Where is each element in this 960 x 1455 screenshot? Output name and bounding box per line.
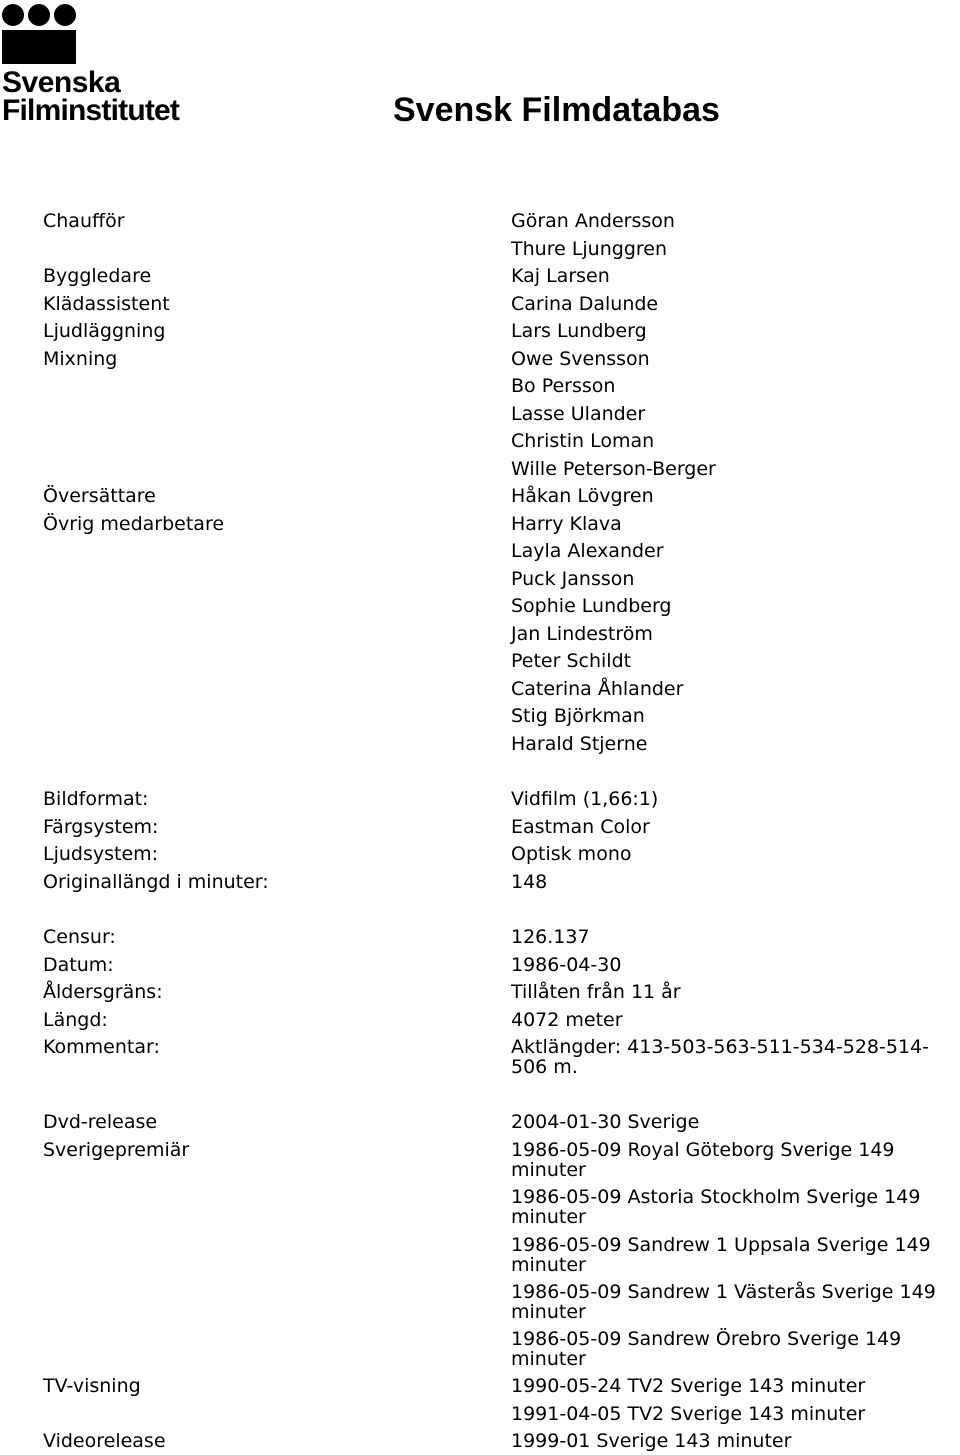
credit-person: Bo Persson <box>511 375 616 397</box>
censur-label: Censur: <box>43 926 116 948</box>
logo-line-1: Svenska <box>2 66 121 99</box>
technical-label: Originallängd i minuter: <box>43 871 269 893</box>
release-detail: 1991-04-05 TV2 Sverige 143 minuter <box>511 1403 866 1425</box>
credit-person: Kaj Larsen <box>511 265 610 287</box>
credit-person: Puck Jansson <box>511 568 635 590</box>
release-type: Videorelease <box>43 1430 166 1452</box>
credit-person: Jan Lindeström <box>511 623 653 645</box>
censur-label: Kommentar: <box>43 1036 160 1058</box>
credit-person: Wille Peterson-Berger <box>511 458 716 480</box>
credit-role: Chaufför <box>43 210 125 232</box>
censur-value: Tillåten från 11 år <box>511 981 681 1003</box>
credit-role: Övrig medarbetare <box>43 513 225 535</box>
release-detail: 1990-05-24 TV2 Sverige 143 minuter <box>511 1375 866 1397</box>
release-type: Dvd-release <box>43 1111 158 1133</box>
technical-value: Eastman Color <box>511 816 650 838</box>
censur-label: Åldersgräns: <box>43 981 163 1003</box>
release-detail: 1999-01 Sverige 143 minuter <box>511 1430 792 1452</box>
credit-role: Klädassistent <box>43 293 170 315</box>
credit-person: Lars Lundberg <box>511 320 647 342</box>
credit-person: Layla Alexander <box>511 540 664 562</box>
technical-label: Bildformat: <box>43 788 149 810</box>
credit-role: Byggledare <box>43 265 152 287</box>
credit-role: Översättare <box>43 485 156 507</box>
credit-role: Ljudläggning <box>43 320 166 342</box>
logo-dot <box>54 4 76 26</box>
censur-value: 1986-04-30 <box>511 954 622 976</box>
release-detail: 1986-05-09 Sandrew Örebro Sverige 149 minuter <box>511 1328 902 1370</box>
technical-value: Vidfilm (1,66:1) <box>511 788 659 810</box>
credit-person: Thure Ljunggren <box>511 238 668 260</box>
credit-person: Göran Andersson <box>511 210 675 232</box>
logo-line-2: Filminstitutet <box>2 94 180 127</box>
censur-value: 4072 meter <box>511 1009 623 1031</box>
censur-value: 126.137 <box>511 926 590 948</box>
release-detail: 1986-05-09 Royal Göteborg Sverige 149 minuter <box>511 1139 895 1181</box>
technical-label: Färgsystem: <box>43 816 159 838</box>
credit-person: Sophie Lundberg <box>511 595 672 617</box>
release-detail: 1986-05-09 Sandrew 1 Uppsala Sverige 149 minuter <box>511 1234 931 1276</box>
censur-value: Aktlängder: 413-503-563-511-534-528-514-506 m. <box>511 1036 929 1078</box>
credit-person: Harald Stjerne <box>511 733 648 755</box>
credit-person: Stig Björkman <box>511 705 645 727</box>
release-detail: 2004-01-30 Sverige <box>511 1111 700 1133</box>
technical-value: Optisk mono <box>511 843 632 865</box>
credit-person: Owe Svensson <box>511 348 650 370</box>
logo-dot <box>28 4 50 26</box>
technical-value: 148 <box>511 871 548 893</box>
page-title: Svensk Filmdatabas <box>393 91 720 129</box>
credit-person: Carina Dalunde <box>511 293 659 315</box>
release-detail: 1986-05-09 Astoria Stockholm Sverige 149 minuter <box>511 1186 921 1228</box>
credit-person: Christin Loman <box>511 430 655 452</box>
svenska-filminstitutet-logo <box>2 4 202 126</box>
censur-label: Datum: <box>43 954 114 976</box>
credit-person: Håkan Lövgren <box>511 485 654 507</box>
release-detail: 1986-05-09 Sandrew 1 Västerås Sverige 149 minuter <box>511 1281 936 1323</box>
censur-label: Längd: <box>43 1009 108 1031</box>
credit-role: Mixning <box>43 348 118 370</box>
credit-person: Caterina Åhlander <box>511 678 684 700</box>
release-type: TV-visning <box>43 1375 141 1397</box>
credit-person: Harry Klava <box>511 513 622 535</box>
credit-person: Peter Schildt <box>511 650 632 672</box>
credit-person: Lasse Ulander <box>511 403 646 425</box>
release-type: Sverigepremiär <box>43 1139 190 1161</box>
logo-dot <box>2 4 24 26</box>
technical-label: Ljudsystem: <box>43 843 159 865</box>
logo-block <box>2 30 76 64</box>
